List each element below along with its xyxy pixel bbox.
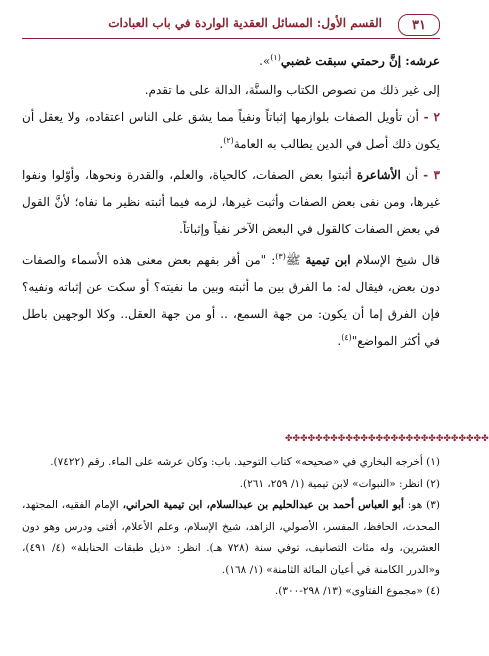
paragraph-2-text: إلى غير ذلك من نصوص الكتاب والسنَّة، الدالة على ما تقدم.	[144, 83, 440, 97]
paragraph-5	[22, 247, 440, 355]
main-text	[22, 48, 440, 355]
footnote-1: (١) أخرجه البخاري في «صحيحه» كتاب التوحيد. باب: وكان عرشه على الماء. رقم (٧٤٢٢).	[50, 456, 440, 468]
footnote-3-lead: (٣) هو:	[407, 499, 440, 511]
page-header	[22, 14, 440, 36]
quote-text: : "من أقر بفهم بعض معنى هذه الأسماء والصفات دون بعض، فيقال له: ما الفرق بين ما أثبته وبين ما نفيته؟ أو سكت عن إثباته ونفيه؟ فإن الفرق إما أن يكون: من جهة السمع، .. أو من جهة العقل.. وكلا الوجهين باطل في أكثر المواضع"	[22, 253, 440, 348]
footnote-3-text: الإمام الفقيه، المجتهد، المحدث، الحافظ، المفسر، الأصولي، الزاهد، شيخ الإسلام، وعلم الأعلام، أفتى ودرس وهو دون العشرين، وله مئات التصانيف، توفي سنة (٧٢٨ هـ). انظر: «ذيل طبقات الحنابلة» (٤/ ٤٩١)، و«الدرر الكامنة في أعيان المائة الثامنة» (١/ ١٦٨).	[22, 499, 440, 576]
footnote-ref-3: (٣)	[275, 252, 286, 261]
footnote-4: (٤) «مجموع الفتاوى» (١٣/ ٢٩٨-٣٠٠).	[274, 585, 440, 597]
paragraph-4-text-b: أثبتوا بعض الصفات، كالحياة، والعلم، والقدرة ونحوها، وأوّلوا ونفوا غيرها، ومن نفى بعض الصفات وأثبت غيرها، لزمه فيما أثبته نظير ما نفاه؛ لأنَّ القول في بعض الصفات كالقول في البعض الآخر نفياً وإثباتاً.	[22, 168, 440, 236]
paragraph-3-text: أن تأويل الصفات بلوازمها إثباتاً ونفياً مما يشق على الناس اعتقاده، ولا يعقل أن يكون ذلك أصل في الدين يطالب به العامة	[22, 110, 440, 151]
paragraph-5-text-a: قال شيخ الإسلام	[355, 253, 441, 267]
asharis-term: الأشاعرة	[356, 168, 401, 182]
footnote-ref-2: (٢)	[223, 136, 234, 145]
paragraph-2	[22, 77, 440, 104]
footnotes	[22, 452, 440, 603]
footnote-ref-4: (٤)	[341, 333, 352, 342]
honorific: ﷺ	[285, 253, 301, 267]
running-title: القسم الأول: المسائل العقدية الواردة في باب العبادات	[108, 16, 382, 30]
paragraph-4	[22, 162, 440, 243]
header-rule	[22, 38, 440, 39]
footnote-ref-1: (١)	[270, 53, 281, 62]
paragraph-3	[22, 104, 440, 158]
page-number: ٣١	[398, 14, 440, 36]
hadith-close: ».	[259, 54, 271, 68]
paragraph-5-end: .	[337, 334, 342, 348]
footnote-3-name: أبو العباس أحمد بن عبدالحليم بن عبدالسلام، ابن تيمية الحراني،	[122, 499, 404, 511]
point-number-3: ٣ -	[423, 168, 440, 182]
footnote-2: (٢) انظر: «النبوات» لابن تيمية (١/ ٢٥٩، ٢٦١).	[239, 477, 440, 490]
footnote-3	[22, 495, 440, 581]
paragraph-3-end: .	[219, 137, 224, 151]
ibn-taymiyyah-name: ابن تيمية	[305, 253, 351, 267]
hadith-text: عرشه: إنَّ رحمتي سبقت غضبي	[280, 54, 440, 68]
paragraph-4-text-a: أن	[405, 168, 419, 182]
footnote-separator: ✤✤✤✤✤✤✤✤✤✤✤✤✤✤✤✤✤✤✤✤✤✤✤✤✤✤✤	[285, 434, 489, 444]
paragraph-1	[22, 48, 440, 75]
point-number-2: ٢ -	[423, 110, 440, 124]
